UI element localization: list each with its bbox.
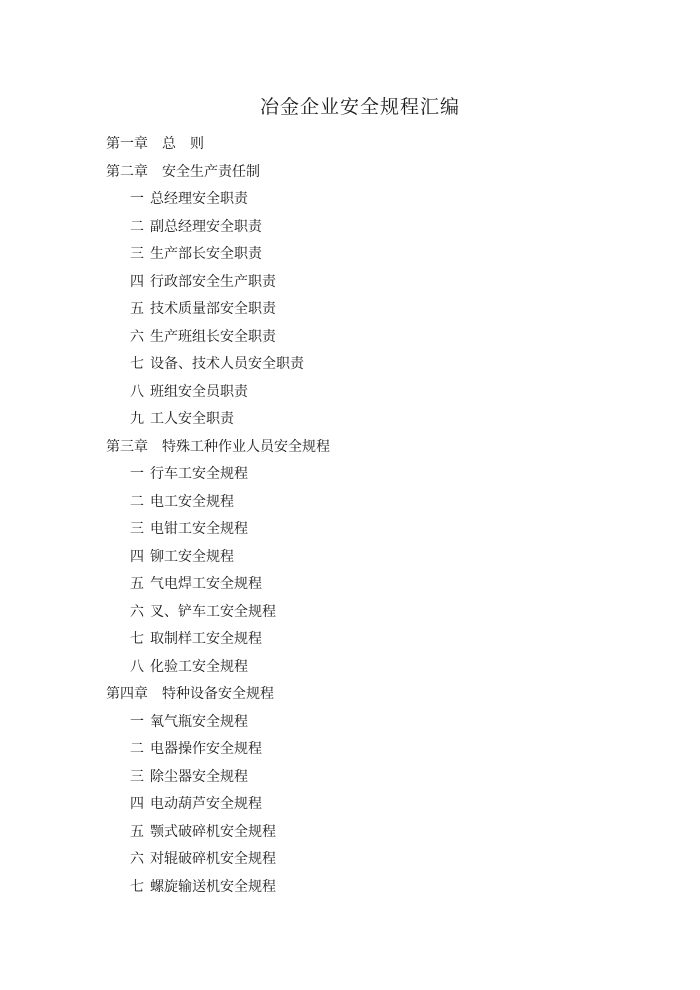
section-number: 二 — [130, 218, 144, 235]
section-number: 六 — [130, 603, 144, 620]
section-number: 九 — [130, 411, 144, 427]
toc-section — [106, 874, 330, 902]
section-number: 八 — [130, 383, 144, 400]
section-number: 八 — [130, 658, 144, 675]
section-number: 三 — [130, 246, 144, 262]
section-number: 七 — [130, 878, 144, 895]
section-number: 四 — [130, 273, 144, 290]
chapter-number: 第二章 — [106, 163, 148, 180]
chapter-number: 第四章 — [106, 686, 148, 702]
section-title: 对辊破碎机安全规程 — [150, 851, 276, 867]
toc-section — [106, 544, 330, 572]
toc-section — [106, 571, 330, 599]
section-title: 氧气瓶安全规程 — [150, 713, 248, 730]
toc-section — [106, 764, 330, 792]
section-title: 电钳工安全规程 — [150, 521, 248, 537]
section-number: 七 — [130, 631, 144, 647]
section-title: 除尘器安全规程 — [150, 768, 248, 785]
section-number: 三 — [130, 768, 144, 785]
chapter-title: 总 则 — [162, 136, 204, 152]
section-number: 五 — [130, 576, 144, 592]
toc-chapter — [106, 434, 330, 462]
toc-section — [106, 736, 330, 764]
table-of-contents — [106, 131, 330, 901]
section-title: 取制样工安全规程 — [150, 631, 262, 647]
chapter-number: 第一章 — [106, 136, 148, 152]
section-title: 化验工安全规程 — [150, 658, 248, 675]
chapter-title: 特殊工种作业人员安全规程 — [162, 438, 330, 455]
section-number: 四 — [130, 548, 144, 565]
toc-section — [106, 599, 330, 627]
toc-section — [106, 296, 330, 324]
section-title: 总经理安全职责 — [150, 191, 248, 207]
section-number: 一 — [130, 191, 144, 207]
section-title: 生产班组长安全职责 — [150, 328, 276, 345]
section-title: 副总经理安全职责 — [150, 218, 262, 235]
section-title: 叉、铲车工安全规程 — [150, 603, 276, 620]
section-number: 七 — [130, 356, 144, 372]
section-title: 铆工安全规程 — [150, 548, 234, 565]
section-title: 技术质量部安全职责 — [150, 301, 276, 317]
section-number: 六 — [130, 851, 144, 867]
section-number: 五 — [130, 301, 144, 317]
section-title: 工人安全职责 — [150, 411, 234, 427]
toc-section — [106, 489, 330, 517]
section-title: 班组安全员职责 — [150, 383, 248, 400]
toc-section — [106, 214, 330, 242]
section-title: 气电焊工安全规程 — [150, 576, 262, 592]
section-title: 行政部安全生产职责 — [150, 273, 276, 290]
toc-section — [106, 791, 330, 819]
section-title: 生产部长安全职责 — [150, 246, 262, 262]
section-title: 颚式破碎机安全规程 — [150, 823, 276, 840]
section-title: 电工安全规程 — [150, 493, 234, 510]
section-number: 三 — [130, 521, 144, 537]
section-title: 电动葫芦安全规程 — [150, 796, 262, 812]
toc-section — [106, 241, 330, 269]
toc-section — [106, 406, 330, 434]
toc-chapter — [106, 159, 330, 187]
toc-section — [106, 654, 330, 682]
chapter-title: 安全生产责任制 — [162, 163, 260, 180]
toc-section — [106, 709, 330, 737]
section-title: 螺旋输送机安全规程 — [150, 878, 276, 895]
toc-section — [106, 379, 330, 407]
section-number: 一 — [130, 466, 144, 482]
toc-section — [106, 351, 330, 379]
toc-chapter — [106, 681, 330, 709]
chapter-title: 特种设备安全规程 — [162, 686, 274, 702]
section-number: 四 — [130, 796, 144, 812]
toc-section — [106, 269, 330, 297]
toc-section — [106, 846, 330, 874]
section-number: 五 — [130, 823, 144, 840]
toc-section — [106, 461, 330, 489]
toc-chapter — [106, 131, 330, 159]
chapter-number: 第三章 — [106, 438, 148, 455]
section-title: 电器操作安全规程 — [150, 741, 262, 757]
toc-section — [106, 186, 330, 214]
toc-section — [106, 324, 330, 352]
section-number: 一 — [130, 713, 144, 730]
toc-section — [106, 626, 330, 654]
section-number: 二 — [130, 493, 144, 510]
section-title: 设备、技术人员安全职责 — [150, 356, 304, 372]
document-title: 冶金企业安全规程汇编 — [259, 96, 460, 118]
toc-section — [106, 516, 330, 544]
section-title: 行车工安全规程 — [150, 466, 248, 482]
section-number: 六 — [130, 328, 144, 345]
toc-section — [106, 819, 330, 847]
section-number: 二 — [130, 741, 144, 757]
